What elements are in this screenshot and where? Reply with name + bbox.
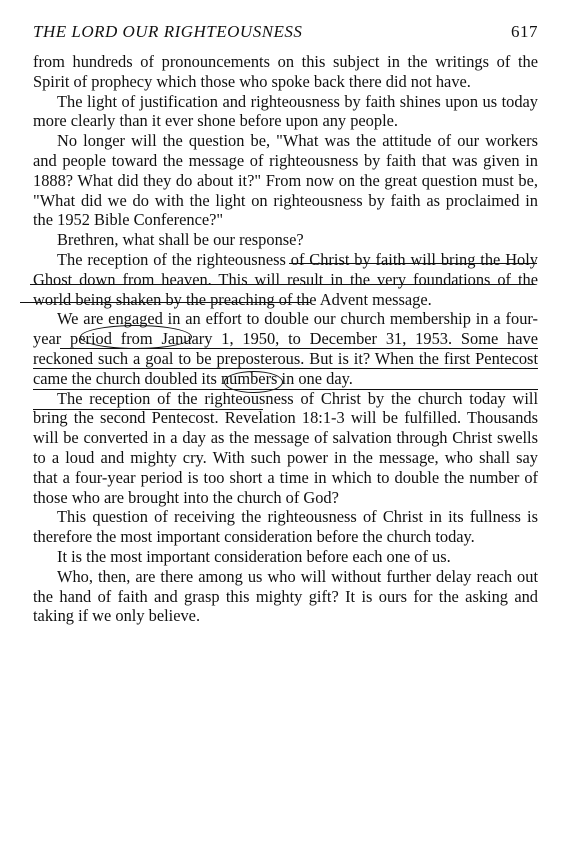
paragraph-4: Brethren, what shall be our response? xyxy=(57,230,304,250)
paragraph-3: No longer will the question be, "What was the attitude of our workers and people toward the message of righteousness by faith that was given in 1888? What did they do about it?" From now on the great question must be, "What did we do with the light on righteousness by faith as proclaimed in the 1952 Bible Conference?" xyxy=(33,131,538,230)
paragraph-2: The light of justification and righteousness by faith shines upon us today more clearly than it ever shone before upon any people. xyxy=(33,91,538,131)
page-number: 617 xyxy=(511,22,538,41)
page-body xyxy=(33,52,538,626)
running-header xyxy=(33,22,538,44)
running-title: THE LORD OUR RIGHTEOUSNESS xyxy=(33,22,303,41)
paragraph-6: We are engaged in an effort to double our church membership in a four-year period from January 1, 1950, to December 31, 1953. Some have reckoned such a goal to be preposterous. But is it? When the first Pentecost came the church doubled its numbers in one day. xyxy=(33,309,538,388)
paragraph-1: from hundreds of pronouncements on this subject in the writings of the Spirit of prophecy which those who spoke back there did not have. xyxy=(33,52,538,91)
paragraph-9: It is the most important consideration before each one of us. xyxy=(57,546,451,566)
paragraph-7: The reception of the righteousness of Christ by the church today will bring the second Pentecost. Revelation 18:1-3 will be fulfilled. Thousands will be converted in a day as the message of salvation through Christ swells to a loud and mighty cry. With such power in the message, who shall say that a four-year period is too short a time in which to double the number of those who are brought into the church of God? xyxy=(33,388,538,507)
paragraph-8: This question of receiving the righteousness of Christ in its fullness is therefore the most important consideration before the church today. xyxy=(33,507,538,547)
paragraph-5: The reception of the righteousness of Christ by faith will bring the Holy Ghost down from heaven. This will result in the very foundations of the world being shaken by the preaching of the Advent message. xyxy=(33,249,538,309)
paragraph-10: Who, then, are there among us who will without further delay reach out the hand of faith and grasp this mighty gift? It is ours for the asking and taking if we only believe. xyxy=(33,566,538,626)
